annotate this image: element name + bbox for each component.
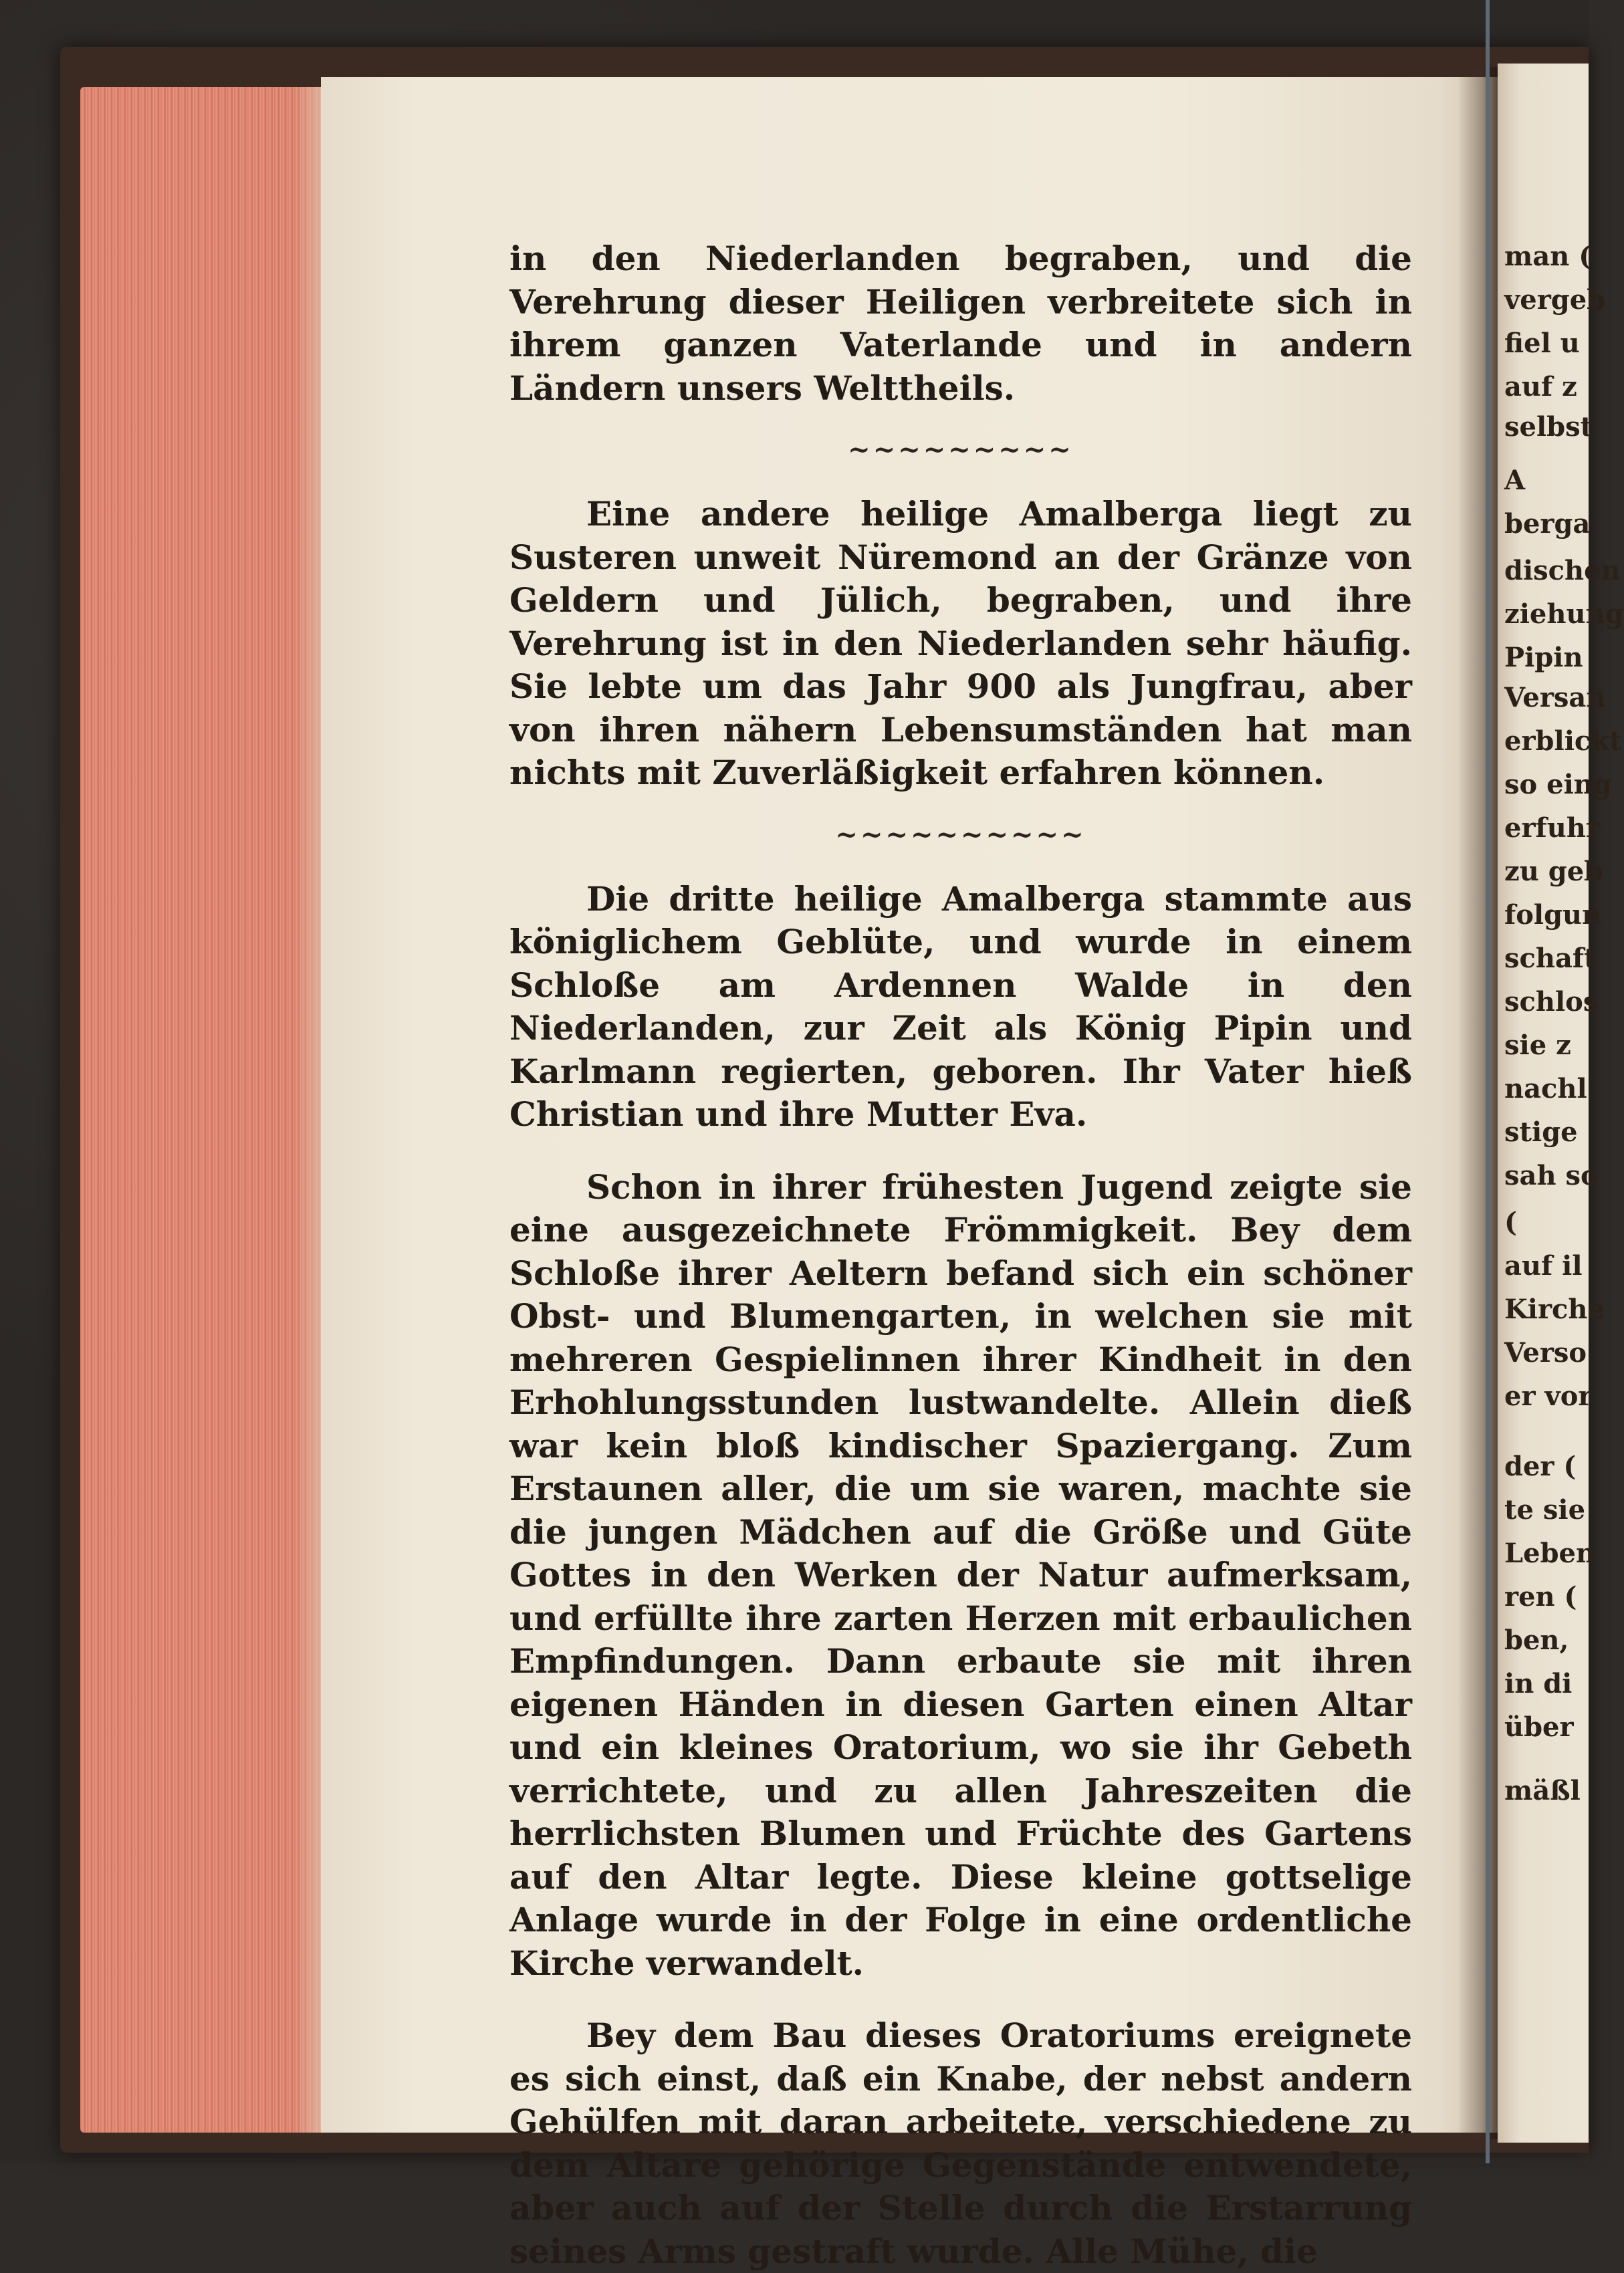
facing-page-fragment: stige xyxy=(1504,1116,1578,1148)
facing-page-fragment: zu geb xyxy=(1504,856,1603,887)
facing-page-fragment: folgun xyxy=(1504,899,1602,931)
facing-page-fragment: schlos xyxy=(1504,986,1599,1018)
paragraph-3: Die dritte heilige Amalberga stammte aus königlichem Geblüte, und wurde in einem Schloße am Ardennen Walde in den Niederlanden, zur Zeit als König Pipin und Karlmann regierten, geboren. Ihr Vater hieß Christian und ihre Mutter Eva. xyxy=(509,878,1412,1134)
facing-page-fragment: sah so xyxy=(1504,1160,1599,1191)
facing-page-fragment: auf il xyxy=(1504,1250,1583,1282)
paragraph-5: Bey dem Bau dieses Oratoriums ereignete es sich einst, daß ein Knabe, der nebst andern Gehülfen mit daran arbeitete, verschiedene zu dem Altare gehörige Gegenstände entwendete, aber auch auf der Stelle durch die Erstarrung seines Arms gestraft wurde. Alle Mühe, die xyxy=(509,2016,1412,2271)
facing-page-fragment: der ( xyxy=(1504,1451,1577,1482)
facing-page-fragment: schaft xyxy=(1504,943,1597,974)
divider-ornament-2: ~~~~~~~~~~ xyxy=(835,818,1086,850)
facing-page-fragment: nachl xyxy=(1504,1073,1587,1104)
bookmark-ribbon xyxy=(1486,0,1490,2163)
facing-page-fragment: vergeb xyxy=(1504,284,1606,316)
facing-page-fragment: mäßl xyxy=(1504,1775,1581,1806)
facing-page-fragment: ren ( xyxy=(1504,1581,1577,1612)
facing-page-fragment: er vor xyxy=(1504,1381,1593,1412)
page-edges xyxy=(80,87,334,2133)
facing-page-fragment: selbst xyxy=(1504,411,1593,443)
facing-page-fragment: fiel u xyxy=(1504,328,1580,359)
paragraph-4: Schon in ihrer frühesten Jugend zeigte sie eine ausgezeichnete Frömmigkeit. Bey dem Schloße ihrer Aeltern befand sich ein schöner Obst- und Blumengarten, in welchen sie mit mehreren Gespielinnen ihrer Kindheit in den Erhohlungsstunden lustwandelte. Allein dieß war kein bloß kindischer Spaziergang. Zum Erstaunen aller, die um sie waren, machte sie die jungen Mädchen auf die Größe und Güte Gottes in den Werken der Natur aufmerksam, und erfüllte ihre zarten Herzen mit erbaulichen Empfindungen. Dann erbaute sie mit ihren eigenen Händen in diesen Garten einen Altar und ein kleines Oratorium, wo sie ihr Gebeth verrichtete, und zu allen Jahreszeiten die herrlichsten Blumen und Früchte des Gartens auf den Altar legte. Diese kleine gottselige Anlage wurde in der Folge in eine ordentliche Kirche verwandelt. xyxy=(509,1167,1412,1983)
facing-page-fragment: ( xyxy=(1504,1207,1517,1238)
paragraph-1: in den Niederlanden begraben, und die Verehrung dieser Heiligen verbreitete sich in ihrem ganzen Vaterlande und in andern Ländern unsers Welttheils. xyxy=(509,239,1412,408)
facing-page-fragment: ziehung xyxy=(1504,598,1624,630)
facing-page-fragment: so eing xyxy=(1504,769,1612,800)
facing-page-fragment: über xyxy=(1504,1711,1574,1743)
facing-page-fragment: man ( xyxy=(1504,241,1592,272)
facing-page-fragment: dischen xyxy=(1504,555,1621,586)
facing-page-fragment: erblickt xyxy=(1504,725,1622,757)
facing-page-fragment: te sie xyxy=(1504,1494,1586,1526)
facing-page-fragment: Kirche xyxy=(1504,1294,1605,1325)
facing-page-fragment: in di xyxy=(1504,1668,1573,1699)
divider-ornament-1: ~~~~~~~~~ xyxy=(848,434,1074,465)
facing-page-fragment: Versan xyxy=(1504,682,1606,713)
facing-page-fragment: berga xyxy=(1504,508,1591,540)
paragraph-2: Eine andere heilige Amalberga liegt zu Susteren unweit Nüremond an der Gränze von Geldern und Jülich, begraben, und ihre Verehrung ist in den Niederlanden sehr häufig. Sie lebte um das Jahr 900 als Jungfrau, aber von ihren nähern Lebensumständen hat man nichts mit Zuverläßigkeit erfahren können. xyxy=(509,494,1412,792)
facing-page-fragment: sie z xyxy=(1504,1030,1571,1061)
facing-page-fragment: Leben xyxy=(1504,1538,1596,1569)
facing-page xyxy=(1498,64,1624,2143)
facing-page-fragment: A xyxy=(1504,465,1526,496)
book-gutter xyxy=(1458,67,1498,2139)
page-body xyxy=(509,237,1412,2273)
facing-page-fragment: ben, xyxy=(1504,1625,1569,1656)
facing-page-fragment: erfuhr xyxy=(1504,812,1600,844)
facing-page-fragment: Pipin xyxy=(1504,642,1583,673)
facing-page-fragment: auf z xyxy=(1504,371,1577,402)
facing-page-fragment: Verso xyxy=(1504,1337,1587,1368)
